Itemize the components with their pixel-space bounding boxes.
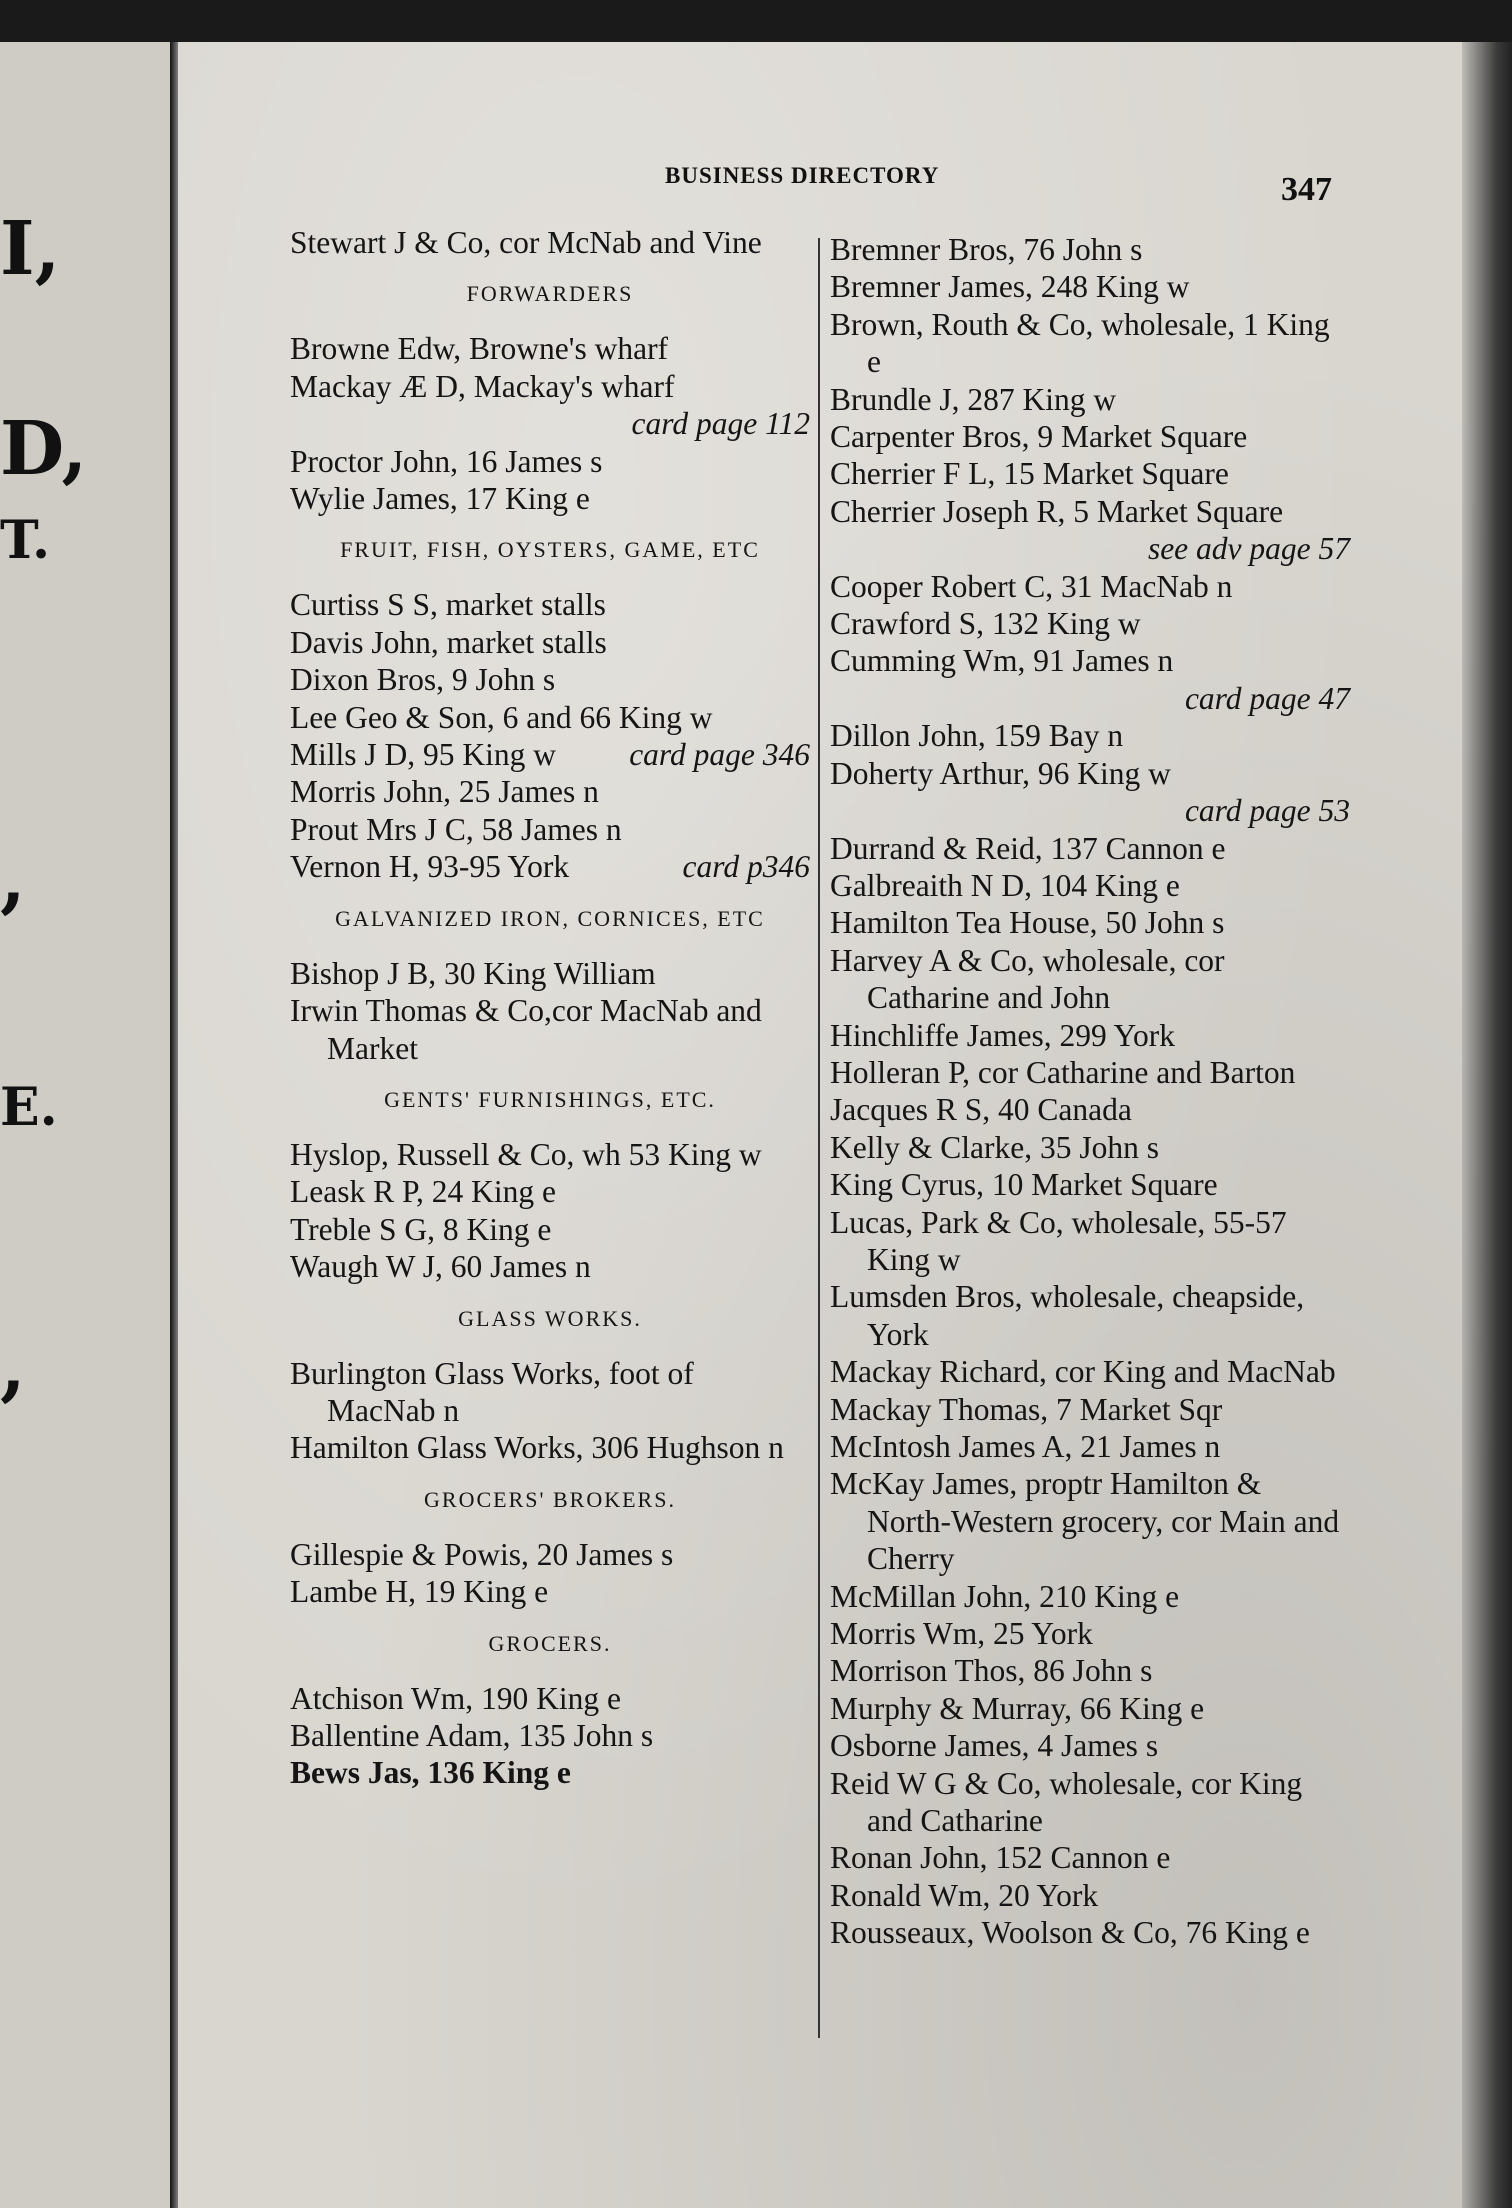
directory-entry (830, 1391, 1350, 1428)
entry-text: Stewart J & Co, cor McNab and Vine (290, 225, 762, 260)
directory-entry (290, 955, 810, 992)
entry-text: Murphy & Murray, 66 King e (830, 1690, 1205, 1726)
entry-text: Wylie James, 17 King e (290, 481, 590, 517)
entry-text: Galbreaith N D, 104 King e (830, 867, 1180, 903)
directory-entry (290, 624, 810, 661)
entry-text: Davis John, market stalls (290, 624, 607, 660)
running-header: BUSINESS DIRECTORY (665, 163, 940, 188)
directory-entry (830, 418, 1350, 455)
directory-entry (830, 1877, 1350, 1914)
directory-entry (290, 1211, 810, 1248)
entry-text: Jacques R S, 40 Canada (830, 1092, 1132, 1128)
page-edge-shadow (1462, 42, 1512, 2208)
entry-text: Ronald Wm, 20 York (830, 1877, 1099, 1913)
entry-text: Lucas, Park & Co, wholesale, 55-57 King w (830, 1204, 1287, 1277)
directory-entry (290, 1573, 810, 1610)
card-reference: card page 112 (631, 406, 810, 442)
entry-text: Bremner James, 248 King w (830, 269, 1190, 305)
directory-entry (830, 231, 1350, 268)
category-heading: FORWARDERS (466, 281, 634, 307)
entry-text: Hinchliffe James, 299 York (830, 1017, 1176, 1053)
entry-text: King Cyrus, 10 Market Square (830, 1167, 1218, 1203)
directory-entry (830, 455, 1350, 492)
directory-entry (290, 368, 810, 443)
directory-entry (830, 1278, 1350, 1353)
directory-entry (830, 306, 1350, 381)
entry-text: Lambe H, 19 King e (290, 1574, 549, 1610)
entry-text: Morrison Thos, 86 John s (830, 1653, 1153, 1689)
entry-text: Vernon H, 93-95 York (290, 849, 570, 885)
directory-entry (290, 773, 810, 810)
directory-entry (830, 755, 1350, 830)
page-number: 347 (1281, 171, 1332, 208)
entry-text: Ballentine Adam, 135 John s (290, 1717, 654, 1753)
directory-entry (290, 586, 810, 623)
entry-text: Treble S G, 8 King e (290, 1211, 552, 1247)
entry-text: Morris Wm, 25 York (830, 1616, 1093, 1652)
directory-entry (290, 1429, 810, 1466)
directory-entry (830, 942, 1350, 1017)
directory-entry (830, 1204, 1350, 1279)
directory-entry (290, 699, 810, 736)
directory-entry (290, 848, 810, 885)
left-column (290, 224, 810, 1792)
entry-text: McMillan John, 210 King e (830, 1578, 1180, 1614)
entry-text: Leask R P, 24 King e (290, 1174, 556, 1210)
entry-text: Mackay Æ D, Mackay's wharf (290, 368, 675, 404)
entry-text: Curtiss S S, market stalls (290, 587, 606, 623)
directory-entry (830, 1428, 1350, 1465)
adjacent-page-glyph: E. (0, 1077, 58, 1138)
adjacent-page-glyph: , (0, 836, 26, 922)
directory-entry (290, 992, 810, 1067)
directory-entry (830, 1353, 1350, 1390)
right-column (830, 231, 1350, 1952)
entry-text: Carpenter Bros, 9 Market Square (830, 419, 1248, 455)
entry-text: Lumsden Bros, wholesale, cheapside, York (830, 1279, 1305, 1352)
directory-entry (830, 1054, 1350, 1091)
entry-text: Mackay Thomas, 7 Market Sqr (830, 1391, 1223, 1427)
card-reference: card page 53 (1184, 793, 1350, 829)
entry-text: Lee Geo & Son, 6 and 66 King w (290, 699, 713, 735)
directory-entry (290, 1248, 810, 1285)
entry-text: Brundle J, 287 King w (830, 381, 1117, 417)
directory-entry (830, 381, 1350, 418)
card-reference: card page 346 (629, 737, 810, 773)
entry-text: Brown, Routh & Co, wholesale, 1 King e (830, 306, 1330, 380)
adjacent-page-glyph: I, (0, 206, 61, 292)
entry-text: Osborne James, 4 James s (830, 1728, 1159, 1764)
directory-entry (830, 268, 1350, 305)
directory-entry (830, 1091, 1350, 1128)
directory-entry (830, 717, 1350, 754)
card-reference: card p346 (682, 849, 810, 885)
card-reference: see adv page 57 (1147, 531, 1350, 567)
directory-entry (830, 605, 1350, 642)
entry-text: Dillon John, 159 Bay n (830, 718, 1124, 754)
directory-entry (830, 1578, 1350, 1615)
adjacent-page-glyph: T. (0, 510, 51, 571)
entry-text: Rousseaux, Woolson & Co, 76 King e (830, 1915, 1310, 1951)
directory-entry (290, 1680, 810, 1717)
directory-entry (290, 1536, 810, 1573)
directory-entry (290, 1355, 810, 1430)
directory-entry (830, 830, 1350, 867)
directory-entry (290, 661, 810, 698)
entry-text: Ronan John, 152 Cannon e (830, 1840, 1171, 1876)
entry-text: Holleran P, cor Catharine and Barton (830, 1054, 1296, 1090)
directory-entry (830, 1839, 1350, 1876)
column-divider (818, 238, 820, 2038)
entry-text: Gillespie & Powis, 20 James s (290, 1536, 674, 1572)
adjacent-page-glyph: , (0, 1324, 26, 1410)
category-heading: GENTS' FURNISHINGS, ETC. (384, 1086, 716, 1112)
directory-entry (830, 1615, 1350, 1652)
entry-text: Bishop J B, 30 King William (290, 955, 656, 991)
entry-text: McKay James, proptr Hamilton & North-Western grocery, cor Main and Cherry (830, 1466, 1340, 1577)
category-heading: GROCERS' BROKERS. (424, 1486, 676, 1512)
directory-entry (290, 811, 810, 848)
entry-text: Bews Jas, 136 King e (290, 1755, 571, 1791)
entry-text: Mills J D, 95 King w (290, 737, 557, 773)
entry-text: Irwin Thomas & Co,cor MacNab and Market (290, 993, 762, 1066)
directory-entry (290, 1754, 810, 1791)
entry-text: McIntosh James A, 21 James n (830, 1429, 1221, 1464)
entry-text: Kelly & Clarke, 35 John s (830, 1129, 1159, 1165)
directory-entry (830, 867, 1350, 904)
entry-text: Hamilton Glass Works, 306 Hughson n (290, 1430, 784, 1466)
directory-entry (830, 493, 1350, 568)
directory-entry (830, 1765, 1350, 1840)
entry-text: Cherrier Joseph R, 5 Market Square (830, 493, 1284, 529)
directory-entry (830, 1017, 1350, 1054)
entry-text: Morris John, 25 James n (290, 774, 599, 810)
entry-text: Hyslop, Russell & Co, wh 53 King w (290, 1136, 762, 1172)
directory-entry (290, 736, 810, 773)
entry-text: Harvey A & Co, wholesale, cor Catharine and John (830, 942, 1225, 1016)
directory-entry (290, 330, 810, 367)
entry-text: Durrand & Reid, 137 Cannon e (830, 830, 1226, 866)
entry-text: Crawford S, 132 King w (830, 606, 1141, 642)
entry-text: Cumming Wm, 91 James n (830, 643, 1174, 679)
entry-text: Bremner Bros, 76 John s (830, 232, 1143, 267)
directory-entry (830, 1690, 1350, 1727)
directory-entry (830, 1465, 1350, 1577)
directory-entry (290, 443, 810, 480)
entry-text: Reid W G & Co, wholesale, cor King and Catharine (830, 1765, 1303, 1839)
entry-text: Browne Edw, Browne's wharf (290, 331, 669, 367)
directory-entry (290, 1717, 810, 1754)
directory-entry (830, 1129, 1350, 1166)
entry-text: Waugh W J, 60 James n (290, 1249, 591, 1285)
category-heading: FRUIT, FISH, OYSTERS, GAME, ETC (340, 537, 760, 563)
entry-text: Dixon Bros, 9 John s (290, 662, 556, 698)
category-heading: GROCERS. (488, 1630, 612, 1656)
entry-text: Mackay Richard, cor King and MacNab (830, 1354, 1336, 1390)
entry-text: Proctor John, 16 James s (290, 443, 603, 479)
directory-entry (830, 568, 1350, 605)
directory-entry (290, 1136, 810, 1173)
directory-entry (290, 1173, 810, 1210)
directory-entry (290, 480, 810, 517)
directory-entry (830, 1914, 1350, 1951)
card-reference: card page 47 (1184, 680, 1350, 716)
entry-text: Cooper Robert C, 31 MacNab n (830, 568, 1233, 604)
entry-text: Atchison Wm, 190 King e (290, 1680, 622, 1716)
adjacent-page-glyph: D, (0, 406, 88, 492)
entry-text: Hamilton Tea House, 50 John s (830, 905, 1225, 941)
entry-text: Burlington Glass Works, foot of MacNab n (290, 1355, 694, 1428)
entry-text: Doherty Arthur, 96 King w (830, 755, 1171, 791)
category-heading: GLASS WORKS. (458, 1305, 642, 1331)
directory-entry (830, 1652, 1350, 1689)
directory-entry (830, 904, 1350, 941)
directory-entry (830, 1727, 1350, 1764)
category-heading: GALVANIZED IRON, CORNICES, ETC (335, 905, 765, 931)
entry-text: Cherrier F L, 15 Market Square (830, 456, 1229, 492)
entry-text: Prout Mrs J C, 58 James n (290, 811, 622, 847)
directory-entry (830, 1166, 1350, 1203)
directory-entry (830, 642, 1350, 717)
directory-entry (290, 224, 810, 261)
